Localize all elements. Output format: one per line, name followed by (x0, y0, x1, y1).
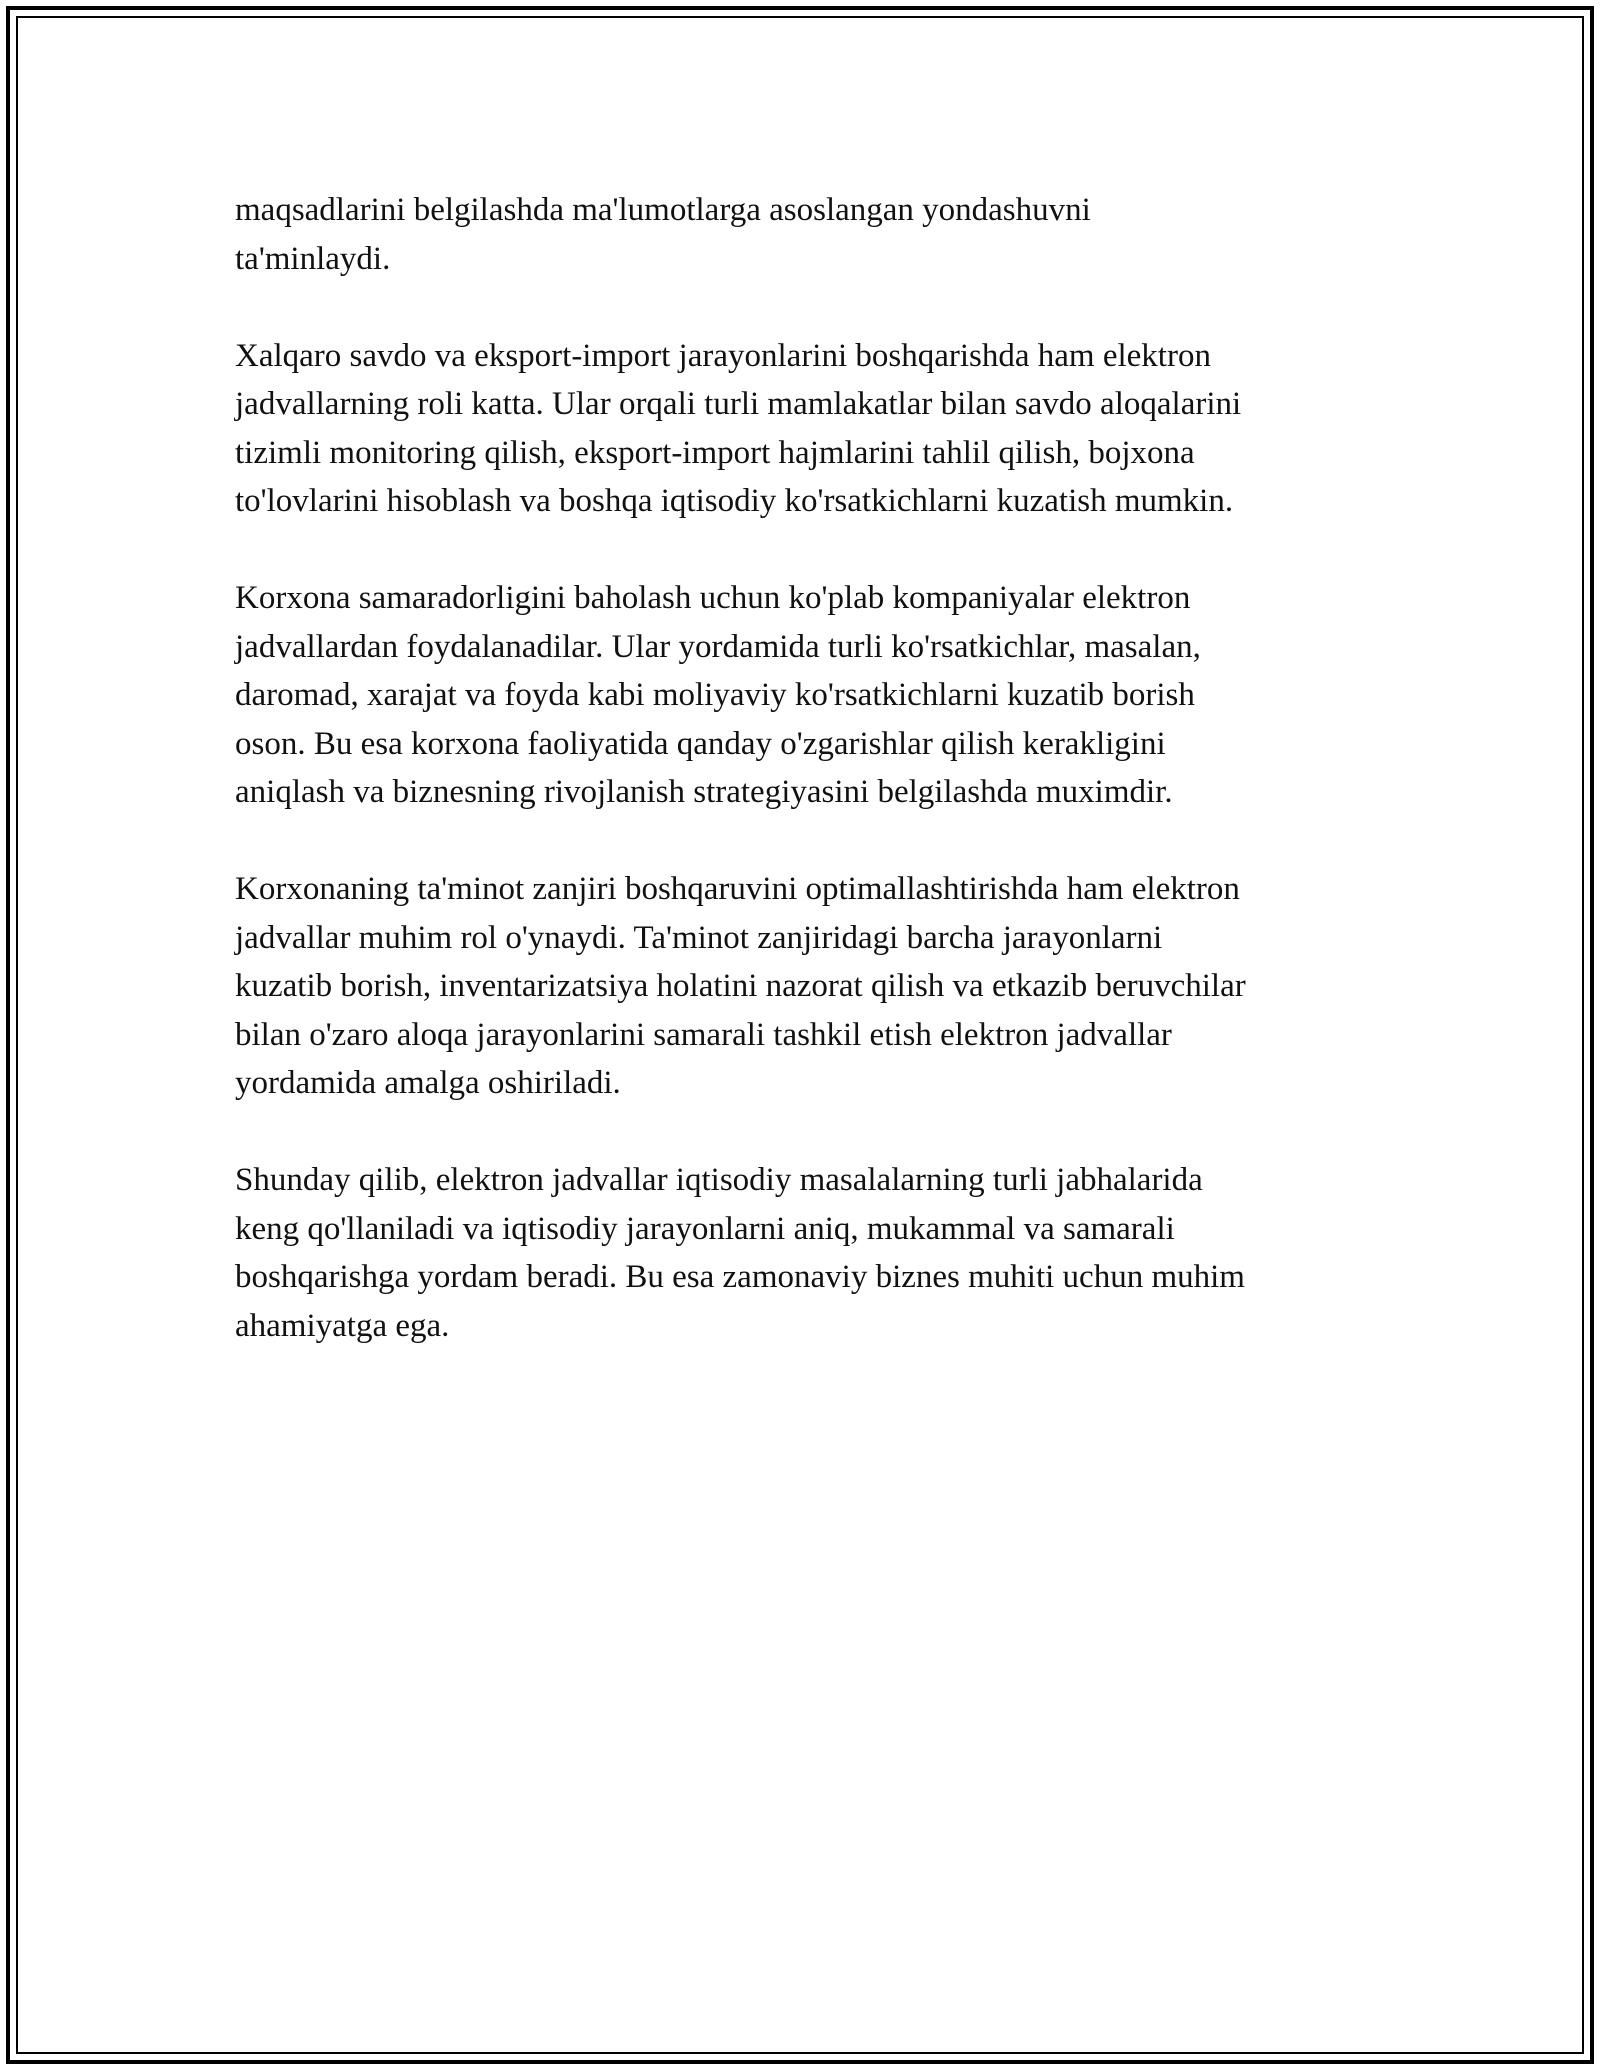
text-line: kuzatib borish, inventarizatsiya holatini nazorat qilish va etkazib beruvchilar (235, 968, 1246, 1004)
text-line: aniqlash va biznesning rivojlanish strategiyasini belgilashda muximdir. (235, 774, 1173, 810)
text-line: tizimli monitoring qilish, eksport-import hajmlarini tahlil qilish, bojxona (235, 434, 1195, 471)
text-line: jadvallarning roli katta. Ular orqali turli mamlakatlar bilan savdo aloqalarini (235, 386, 1242, 422)
text-line: Korxonaning ta'minot zanjiri boshqaruvini optimallashtirishda ham elektron (235, 871, 1240, 907)
text-line: keng qo'llaniladi va iqtisodiy jarayonlarni aniq, mukammal va samarali (235, 1210, 1175, 1247)
text-line: bilan o'zaro aloqa jarayonlarini samarali tashkil etish elektron jadvallar (235, 1016, 1172, 1053)
paragraph-2 (235, 332, 1375, 526)
paragraph-1 (235, 186, 1375, 283)
text-line: Xalqaro savdo va eksport-import jarayonlarini boshqarishda ham elektron (235, 337, 1211, 374)
text-line: jadvallar muhim rol o'ynaydi. Ta'minot zanjiridagi barcha jarayonlarni (235, 919, 1163, 956)
text-line: boshqarishga yordam beradi. Bu esa zamonaviy biznes muhiti uchun muhim (235, 1259, 1245, 1295)
text-line: yordamida amalga oshiriladi. (235, 1065, 621, 1101)
paragraph-3 (235, 574, 1375, 817)
text-line: daromad, xarajat va foyda kabi moliyaviy ko'rsatkichlarni kuzatib borish (235, 677, 1195, 713)
paragraph-4 (235, 865, 1375, 1108)
text-line: ta'minlaydi. (235, 240, 391, 277)
text-line: oson. Bu esa korxona faoliyatida qanday o'zgarishlar qilish kerakligini (235, 725, 1166, 762)
text-line: ahamiyatga ega. (235, 1307, 450, 1344)
paragraph-5 (235, 1156, 1375, 1350)
text-line: Shunday qilib, elektron jadvallar iqtisodiy masalalarning turli jabhalarida (235, 1162, 1203, 1198)
text-line: jadvallardan foydalanadilar. Ular yordamida turli ko'rsatkichlar, masalan, (235, 628, 1201, 665)
text-line: Korxona samaradorligini baholash uchun ko'plab kompaniyalar elektron (235, 580, 1191, 616)
text-line: to'lovlarini hisoblash va boshqa iqtisodiy ko'rsatkichlarni kuzatish mumkin. (235, 483, 1234, 519)
document-body (235, 186, 1375, 1399)
text-line: maqsadlarini belgilashda ma'lumotlarga asoslangan yondashuvni (235, 192, 1091, 228)
